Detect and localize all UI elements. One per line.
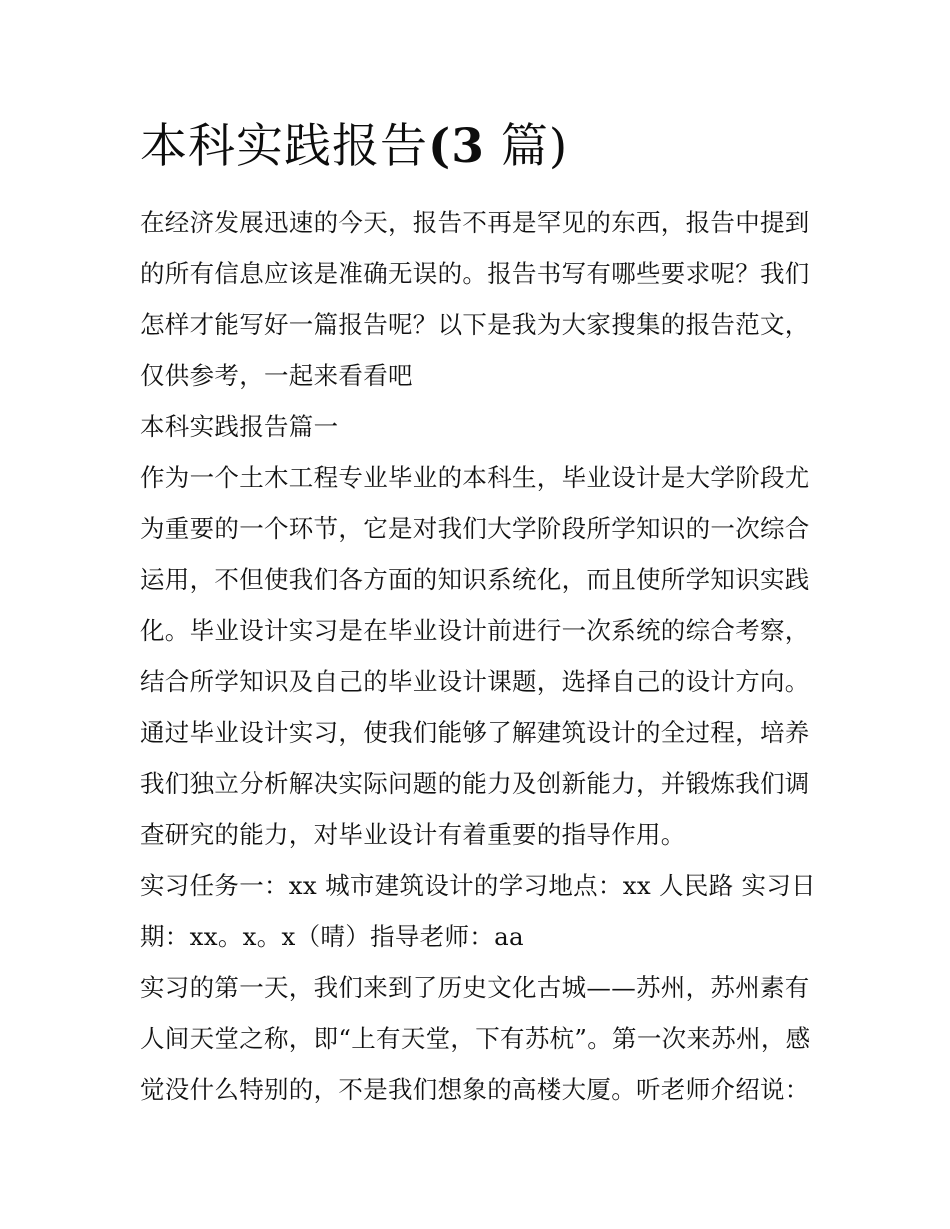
- paragraph-line: 实习的第一天，我们来到了历史文化古城——苏州，苏州素有: [140, 973, 810, 1002]
- task-info-line: 实习任务一：xx 城市建筑设计的学习地点：xx 人民路 实习日: [140, 871, 816, 900]
- paragraph-line: 人间天堂之称，即“上有天堂，下有苏杭”。第一次来苏州，感: [140, 1024, 811, 1053]
- paragraph-line: 作为一个土木工程专业毕业的本科生，毕业设计是大学阶段尤: [140, 463, 810, 492]
- paragraph-line: 运用，不但使我们各方面的知识系统化，而且使所学知识实践: [140, 565, 810, 594]
- intro-line-2: 的所有信息应该是准确无误的。报告书写有哪些要求呢？我们: [140, 259, 810, 288]
- intro-line-4: 仅供参考，一起来看看吧: [140, 361, 413, 390]
- paragraph-line: 为重要的一个环节，它是对我们大学阶段所学知识的一次综合: [140, 514, 810, 543]
- intro-line-3: 怎样才能写好一篇报告呢？以下是我为大家搜集的报告范文，: [140, 310, 810, 339]
- paragraph-line: 我们独立分析解决实际问题的能力及创新能力，并锻炼我们调: [140, 769, 810, 798]
- task-info-line: 期：xx。x。x（晴）指导老师：aa: [140, 922, 524, 951]
- paragraph-line: 查研究的能力，对毕业设计有着重要的指导作用。: [140, 820, 686, 849]
- section-heading-1: 本科实践报告篇一: [140, 412, 339, 441]
- intro-line-1: 在经济发展迅速的今天，报告不再是罕见的东西，报告中提到: [140, 208, 810, 237]
- title-suffix: 篇): [484, 119, 569, 174]
- paragraph-line: 觉没什么特别的，不是我们想象的高楼大厦。听老师介绍说：: [140, 1075, 810, 1104]
- title-text: 本科实践报告: [140, 119, 428, 174]
- paragraph-line: 通过毕业设计实习，使我们能够了解建筑设计的全过程，培养: [140, 718, 810, 747]
- document-body: [140, 197, 820, 1115]
- title-paren-open: (: [428, 119, 452, 174]
- paragraph-line: 化。毕业设计实习是在毕业设计前进行一次系统的综合考察，: [140, 616, 810, 645]
- document-title: [140, 115, 568, 179]
- paragraph-line: 结合所学知识及自己的毕业设计课题，选择自己的设计方向。: [140, 667, 810, 696]
- title-number: 3: [451, 119, 485, 174]
